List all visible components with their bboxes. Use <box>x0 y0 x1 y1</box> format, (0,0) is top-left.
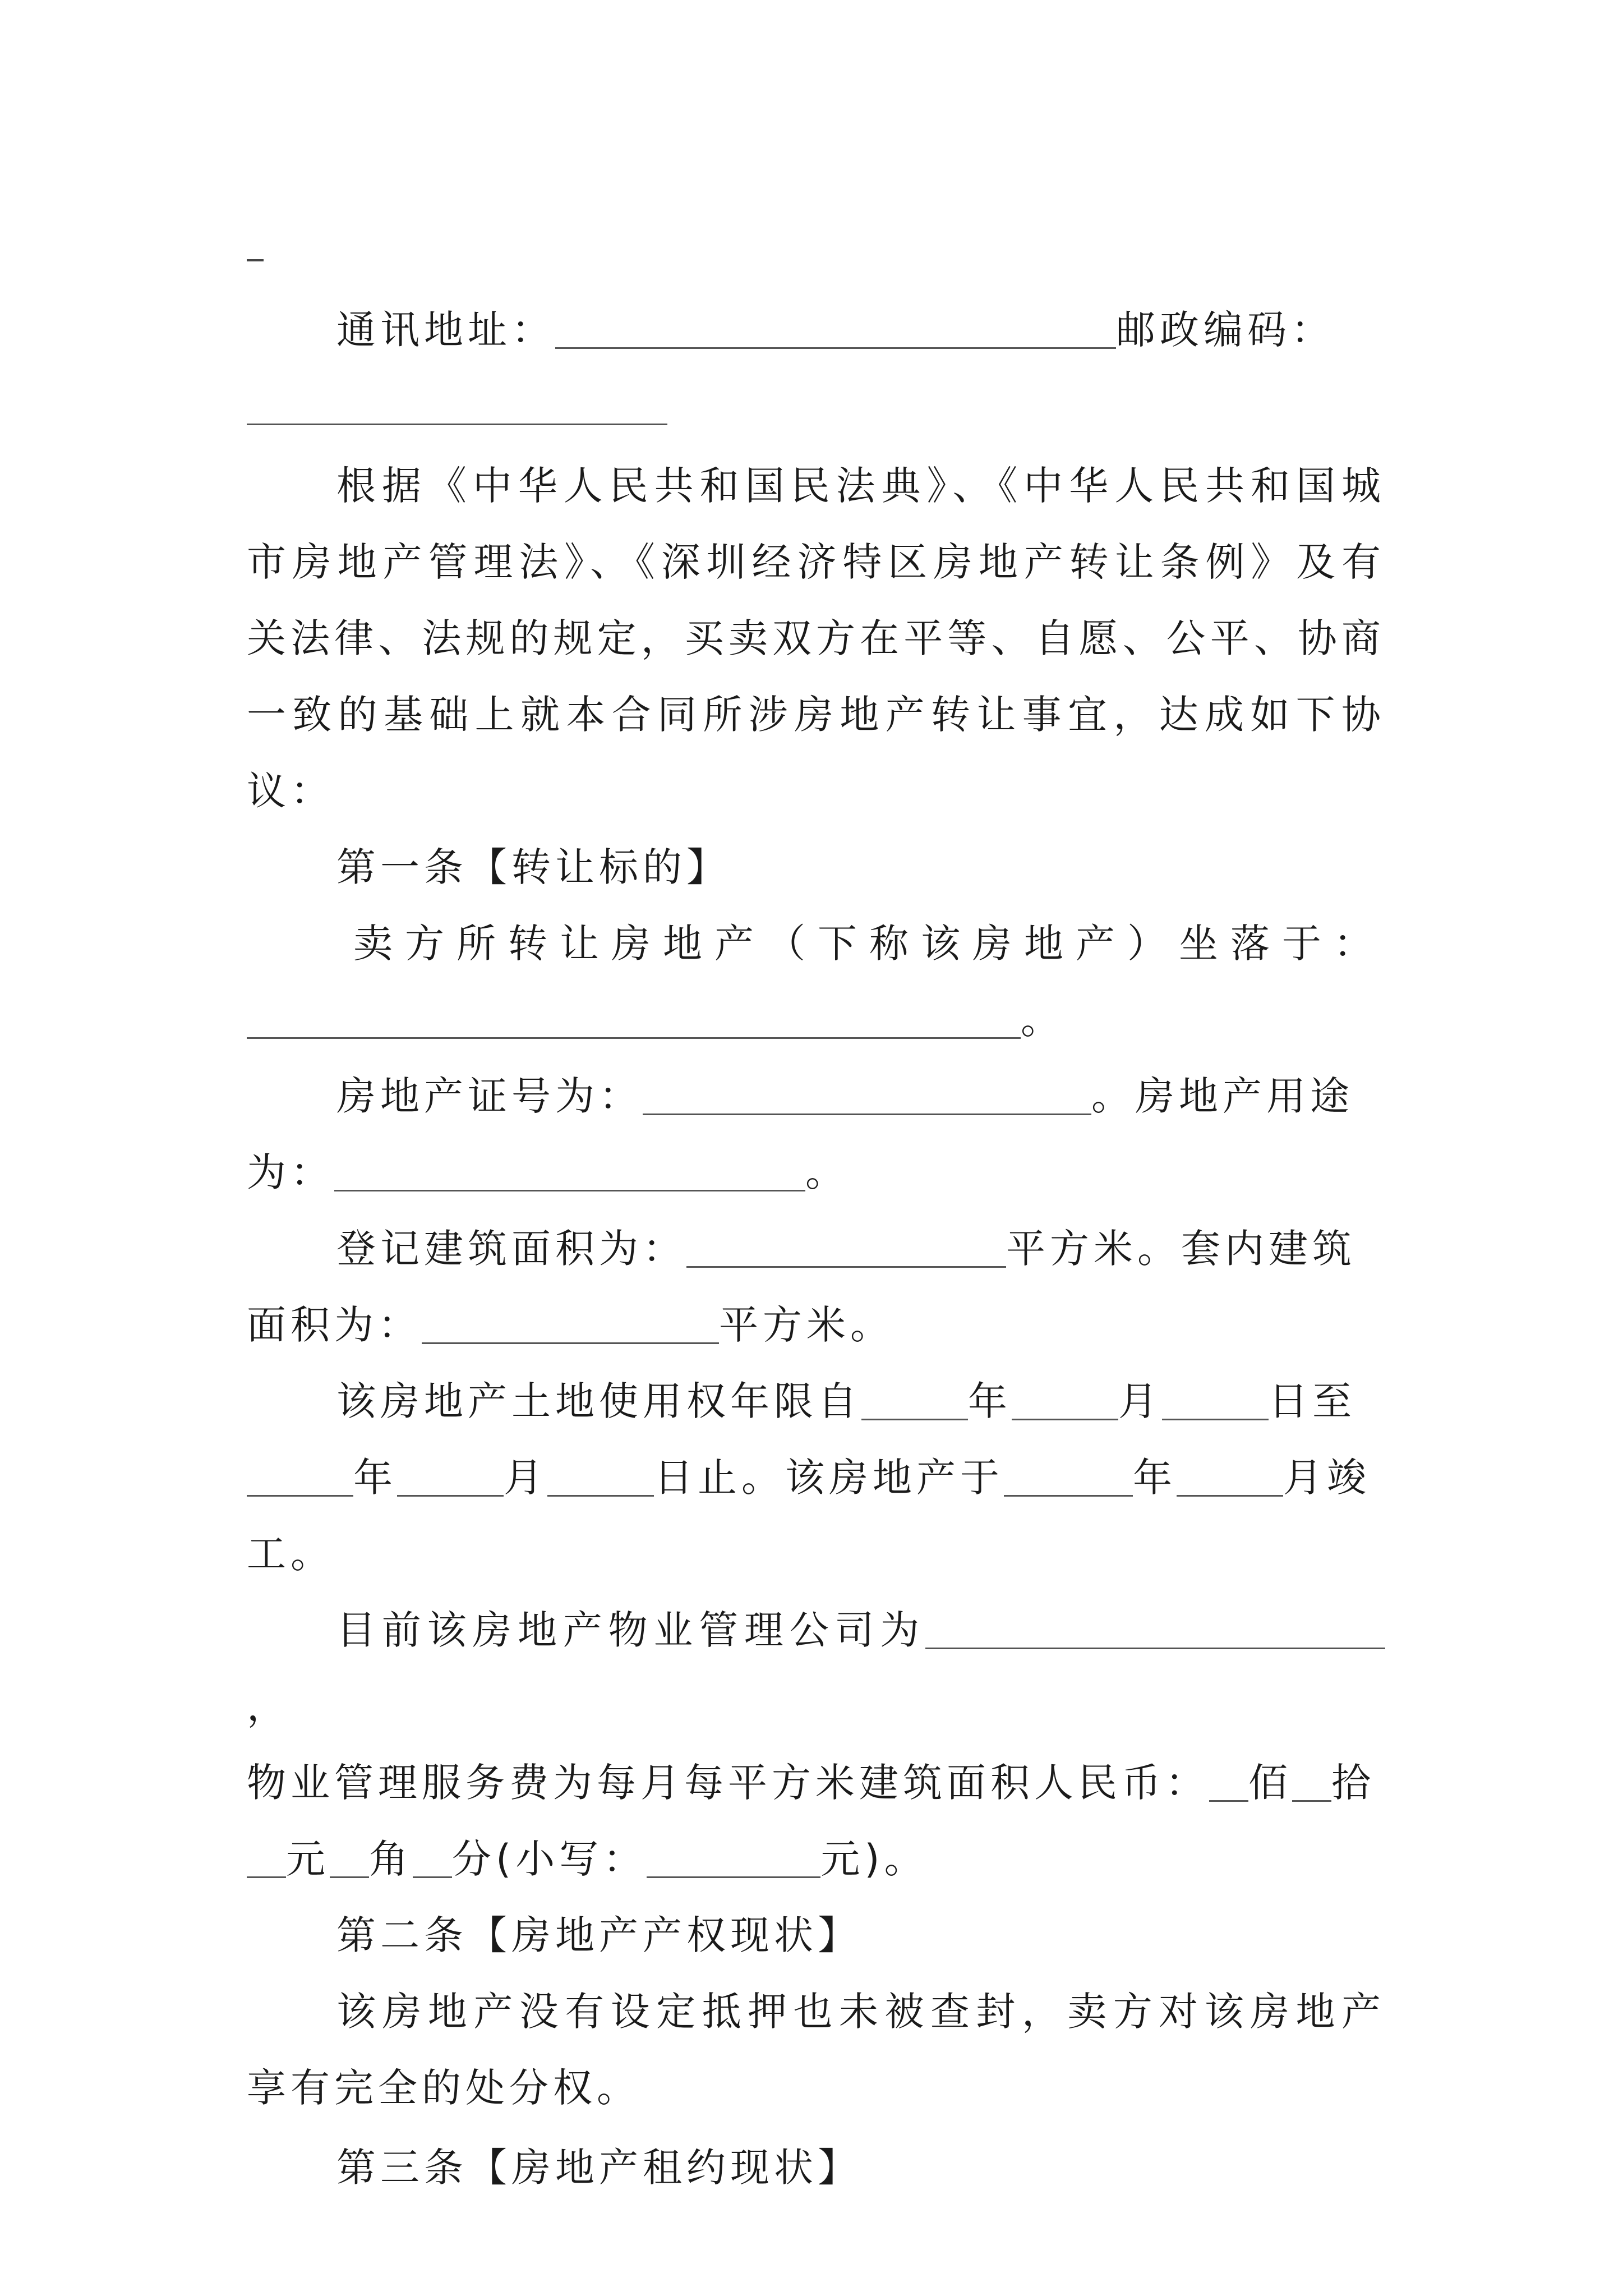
fee-numeric-blank[interactable] <box>647 1834 820 1878</box>
article-2-body: 该房地产没有设定抵押也未被查封，卖方对该房地产享有完全的处分权。 <box>247 1989 1385 2111</box>
start-month-blank[interactable] <box>1012 1376 1118 1420</box>
article-2-title: 第二条【房地产产权现状】 <box>336 1912 861 1958</box>
area-label: 登记建筑面积为： <box>336 1226 686 1272</box>
address-label: 通讯地址： <box>336 307 555 353</box>
completion-year-blank[interactable] <box>1004 1452 1133 1497</box>
yuan-label: 元 <box>286 1836 330 1882</box>
cert-tail: 。房地产用途 <box>1091 1073 1354 1119</box>
article-1-title: 第一条【转让标的】 <box>336 844 730 890</box>
inner-label: 面积为： <box>247 1302 422 1348</box>
area-line <box>247 1211 1385 1287</box>
contact-line <box>247 292 1385 368</box>
fee-label: 物业管理服务费为每月每平方米建筑面积人民币： <box>247 1760 1209 1806</box>
period-2: 。 <box>805 1149 849 1195</box>
mgmt-line <box>247 1592 1385 1745</box>
area-blank[interactable] <box>686 1223 1006 1268</box>
completion-month-blank[interactable] <box>1177 1452 1283 1497</box>
usage-line <box>247 1134 1385 1211</box>
end-month-blank[interactable] <box>397 1452 504 1497</box>
location-blank[interactable] <box>247 995 1021 1039</box>
usage-blank[interactable] <box>334 1147 805 1191</box>
inner-area-blank[interactable] <box>422 1300 719 1344</box>
mgmt-prefix: 目前该房地产物业管理公司为 <box>336 1607 925 1653</box>
cert-blank[interactable] <box>643 1071 1091 1115</box>
mgmt-company-blank[interactable] <box>925 1605 1385 1649</box>
day-end-label: 日止。该房地产于 <box>654 1455 1004 1501</box>
fee-fen-blank[interactable] <box>413 1834 452 1878</box>
postcode-line <box>247 368 1385 444</box>
fee-hundreds-blank[interactable] <box>1209 1757 1248 1802</box>
postcode-label: 邮政编码： <box>1116 307 1335 353</box>
bai-label: 佰 <box>1248 1760 1292 1806</box>
jiao-label: 角 <box>369 1836 413 1882</box>
period-1: 。 <box>1021 997 1064 1043</box>
usage-label: 为： <box>247 1149 334 1195</box>
inner-tail: 平方米。 <box>719 1302 894 1348</box>
month-done-label: 月竣 <box>1283 1455 1371 1501</box>
article-3-title: 第三条【房地产租约现状】 <box>336 2145 861 2191</box>
cert-line <box>247 1058 1385 1134</box>
fee-line <box>247 1745 1385 1821</box>
day-to-label: 日至 <box>1269 1378 1356 1424</box>
land-prefix: 该房地产土地使用权年限自 <box>336 1378 861 1424</box>
inner-area-line <box>247 1287 1385 1363</box>
land-line-1 <box>247 1363 1385 1439</box>
start-day-blank[interactable] <box>1162 1376 1269 1420</box>
address-blank[interactable] <box>555 305 1116 349</box>
fee-jiao-blank[interactable] <box>330 1834 369 1878</box>
location-line: 卖方所转让房地产（下称该房地产）坐落于： <box>353 921 1385 967</box>
month-label-1: 月 <box>1118 1378 1162 1424</box>
land-line-3: 工。 <box>247 1531 334 1577</box>
fen-label: 分(小写： <box>452 1836 647 1882</box>
end-year-blank[interactable] <box>247 1452 353 1497</box>
month-label-2: 月 <box>504 1455 547 1501</box>
cert-label: 房地产证号为： <box>336 1073 643 1119</box>
year-label-3: 年 <box>1133 1455 1177 1501</box>
postcode-blank[interactable] <box>247 381 667 425</box>
preamble: 根据《中华人民共和国民法典》、《中华人民共和国城市房地产管理法》、《深圳经济特区房地产转让条例》及有关法律、法规的规定，买卖双方在平等、自愿、公平、协商一致的基础上就本合同所涉房地产转让事宜，达成如下协议： <box>247 463 1385 814</box>
fee-line-2 <box>247 1821 1385 1897</box>
location-blank-line <box>247 982 1385 1058</box>
area-tail: 平方米。套内建筑 <box>1006 1226 1356 1272</box>
contract-page <box>247 292 1385 2206</box>
fee-tens-blank[interactable] <box>1292 1757 1331 1802</box>
mgmt-comma: ， <box>247 1683 291 1729</box>
yuan-close-label: 元)。 <box>820 1836 928 1882</box>
fee-yuan-blank[interactable] <box>247 1834 286 1878</box>
year-label-2: 年 <box>353 1455 397 1501</box>
end-day-blank[interactable] <box>547 1452 654 1497</box>
land-line-2 <box>247 1439 1385 1516</box>
shi-label: 拾 <box>1331 1760 1375 1806</box>
scan-mark <box>247 259 264 261</box>
start-year-blank[interactable] <box>861 1376 968 1420</box>
year-label-1: 年 <box>968 1378 1012 1424</box>
